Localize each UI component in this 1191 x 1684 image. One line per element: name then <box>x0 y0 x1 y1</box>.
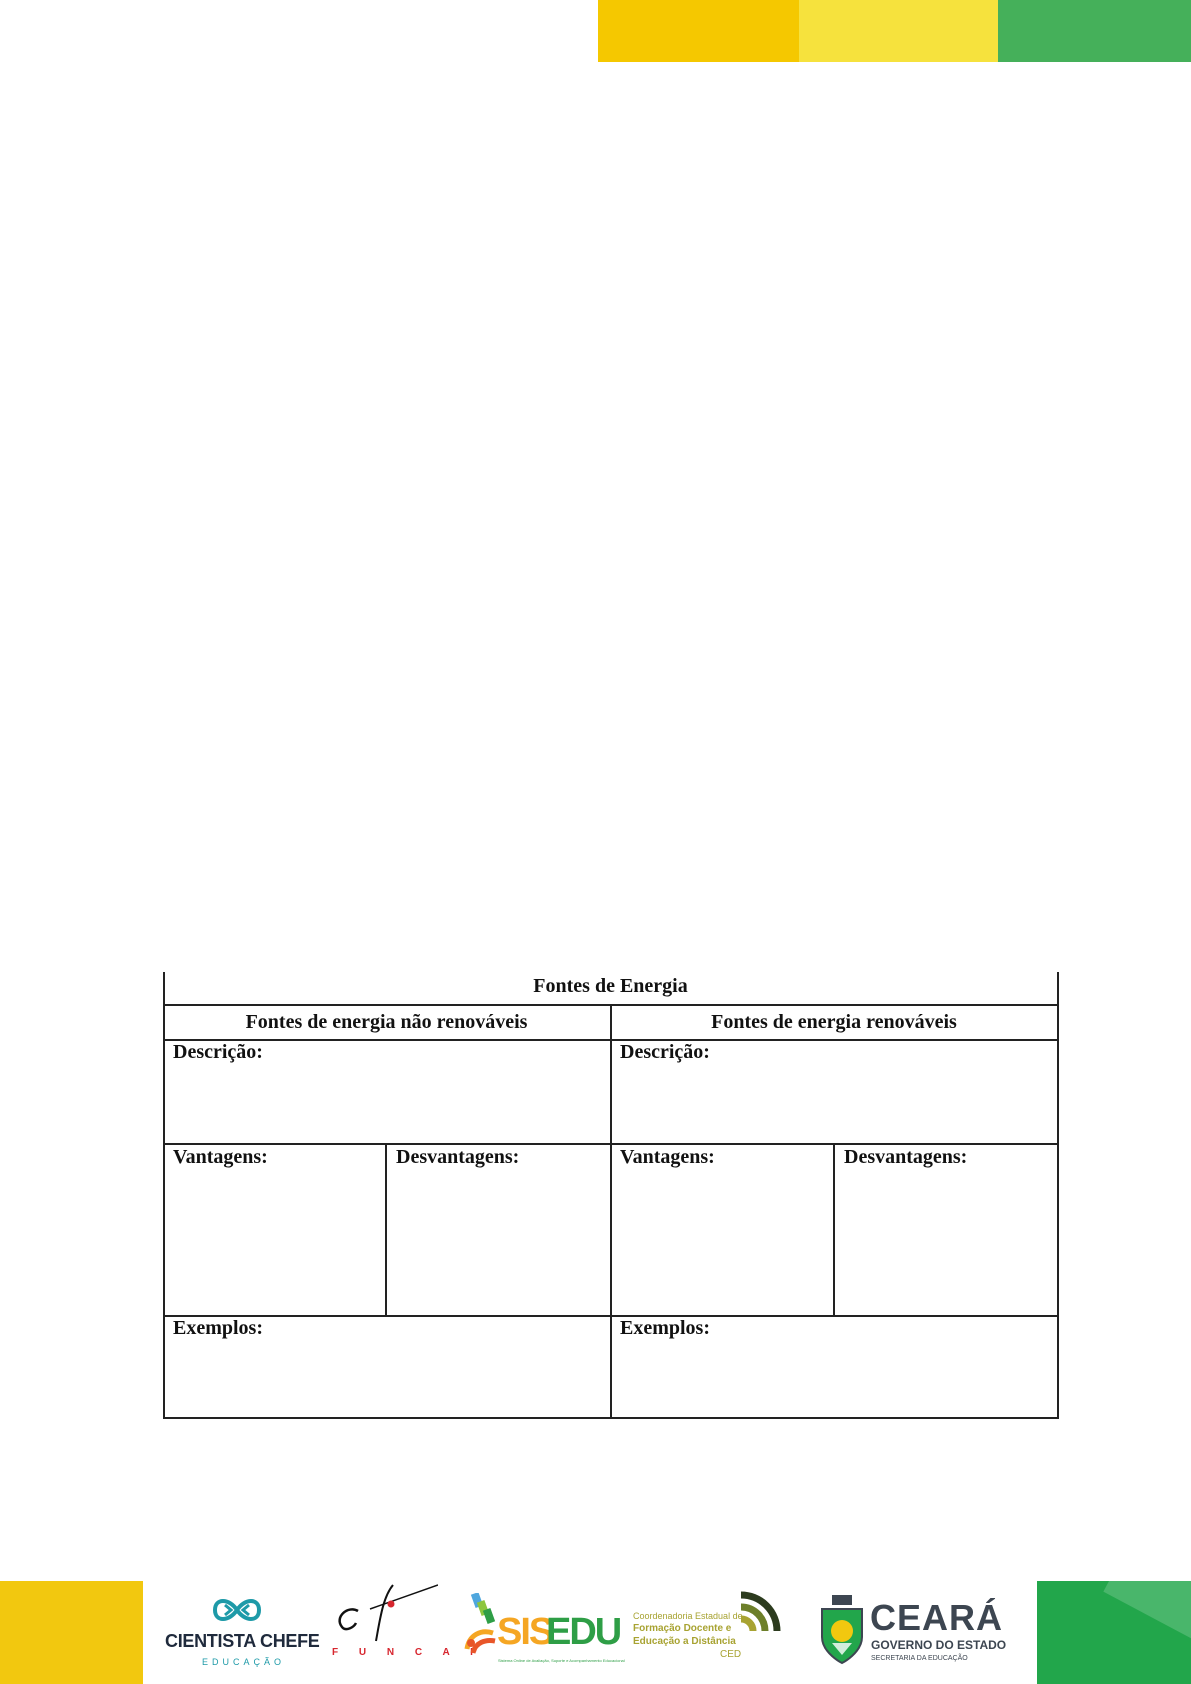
table-divider-right-inner <box>833 1143 835 1315</box>
header-non-renewable: Fontes de energia não renováveis <box>245 1011 528 1033</box>
ced-line1: Coordenadoria Estadual de <box>633 1611 743 1621</box>
header-renewable: Fontes de energia renováveis <box>711 1011 957 1033</box>
table-divider-left-inner <box>385 1143 387 1315</box>
ced-line4: CED <box>720 1649 742 1660</box>
right-descricao-label: Descrição: <box>620 1041 710 1063</box>
funcap-name: F U N C A P <box>332 1647 486 1658</box>
band-segment-yellow-light <box>799 0 998 62</box>
right-vantagens-label: Vantagens: <box>620 1146 715 1168</box>
sisedu-tagline: Sistema Online de Avaliação, Suporte e Acompanhamento Educacional <box>498 1658 625 1663</box>
footer-logos <box>0 1581 1191 1684</box>
funcap-mark-icon <box>328 1583 438 1643</box>
right-desvantagens-label: Desvantagens: <box>844 1146 968 1168</box>
footer-green-shine <box>1103 1581 1191 1643</box>
right-exemplos-label: Exemplos: <box>620 1317 710 1339</box>
table-line-under-vantagens <box>163 1315 1058 1317</box>
energy-sources-table <box>163 972 1058 1419</box>
ceara-line2: SECRETARIA DA EDUCAÇÃO <box>871 1655 968 1662</box>
infinity-icon <box>207 1596 267 1624</box>
sisedu-logo <box>463 1581 623 1684</box>
left-desvantagens-label: Desvantagens: <box>396 1146 520 1168</box>
table-line-under-title <box>163 1004 1058 1006</box>
table-line-under-descricao <box>163 1143 1058 1145</box>
band-segment-yellow-dark <box>598 0 799 62</box>
band-segment-green <box>998 0 1191 62</box>
funcap-logo <box>328 1581 486 1684</box>
ceara-logo <box>812 1581 1012 1684</box>
ceara-line1: GOVERNO DO ESTADO <box>871 1638 1007 1652</box>
cientista-chefe-logo <box>160 1581 320 1684</box>
coat-of-arms-icon <box>816 1595 868 1667</box>
left-vantagens-label: Vantagens: <box>173 1146 268 1168</box>
left-exemplos-label: Exemplos: <box>173 1317 263 1339</box>
table-divider-center <box>610 1004 612 1419</box>
ceara-title: CEARÁ <box>870 1597 1004 1638</box>
top-color-band <box>598 0 1191 62</box>
footer-yellow-block <box>0 1581 143 1684</box>
sisedu-suffix: EDU <box>546 1611 621 1653</box>
ced-line3: Educação a Distância <box>633 1636 736 1647</box>
footer-green-block <box>1037 1581 1191 1684</box>
left-descricao-label: Descrição: <box>173 1041 263 1063</box>
table-border-bottom <box>163 1417 1058 1419</box>
sisedu-prefix: SIS <box>497 1611 553 1653</box>
table-title: Fontes de Energia <box>533 975 688 997</box>
cientista-chefe-subtitle: EDUCAÇÃO <box>202 1657 286 1667</box>
cientista-chefe-title: CIENTISTA CHEFE <box>165 1631 320 1651</box>
table-line-under-headers <box>163 1039 1058 1041</box>
signal-arcs-icon <box>737 1585 787 1635</box>
ced-logo <box>633 1581 788 1684</box>
ced-line2: Formação Docente e <box>633 1623 732 1634</box>
